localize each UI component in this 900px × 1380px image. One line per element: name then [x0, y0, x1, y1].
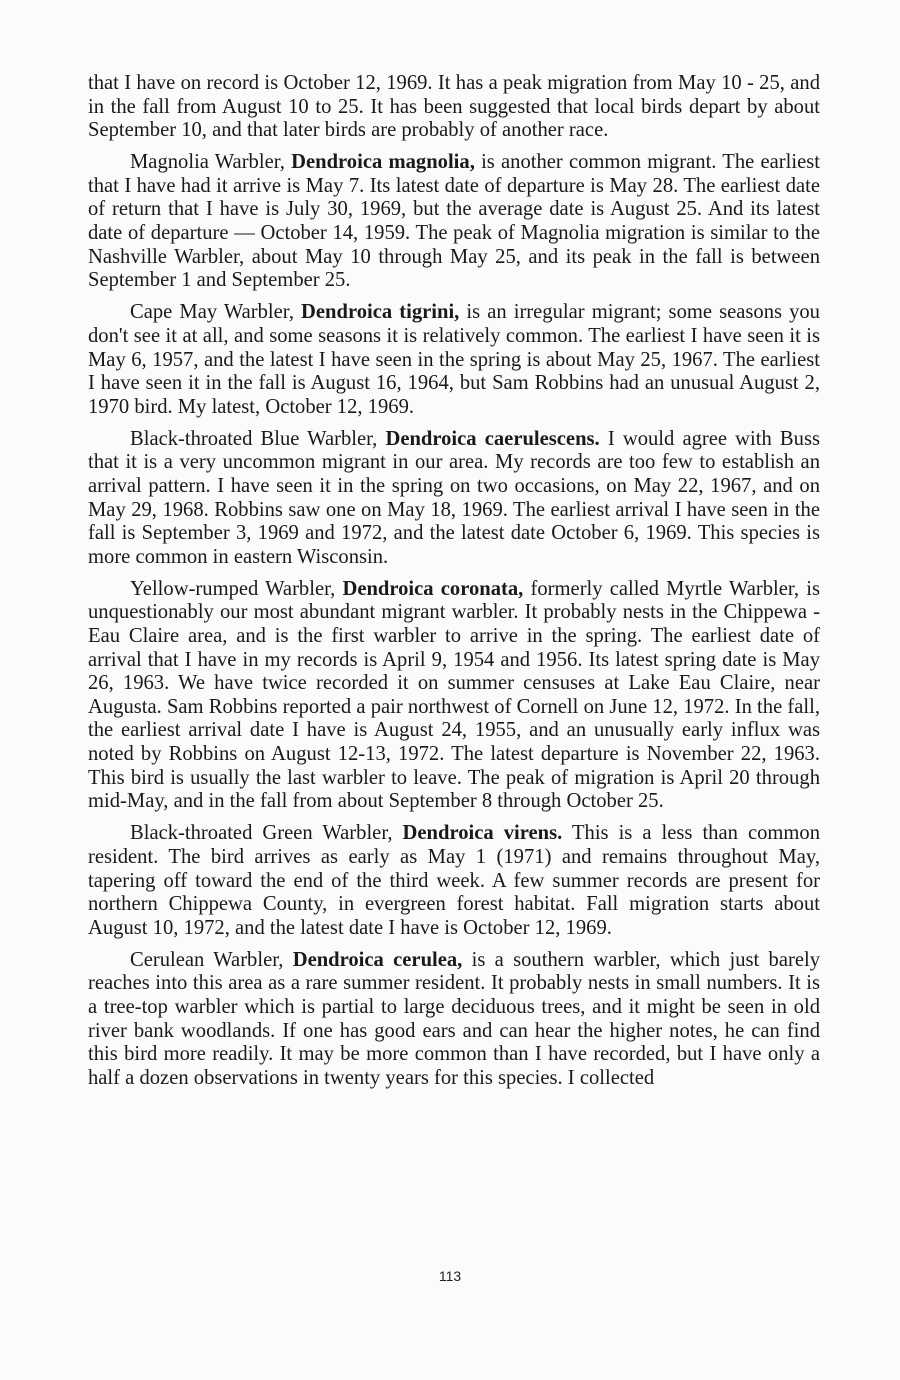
species-name: Dendroica caerulescens.	[385, 427, 600, 450]
paragraph-black-throated-blue-warbler	[88, 428, 820, 570]
paragraph-text: is another common migrant. The earliest that I have had it arrive is May 7. Its latest date of departure is May 28. The earliest date of return that I have is July 30, 1969, but the average date is August 25. And its latest date of departure — October 14, 1959. The peak of Magnolia migration is similar to the Nashville Warbler, about May 10 through May 25, and its peak in the fall is between September 1 and September 25.	[88, 151, 820, 292]
species-name: Dendroica tigrini,	[301, 301, 460, 324]
paragraph-text: that I have on record is October 12, 1969. It has a peak migration from May 10 - 25, and in the fall from August 10 to 25. It has been suggested that local birds depart by about September 10, and that later birds are probably of another race.	[88, 72, 820, 142]
common-name: Black-throated Green Warbler,	[130, 822, 403, 845]
common-name: Cerulean Warbler,	[130, 948, 293, 971]
paragraph-text: is an irregular migrant; some seasons you don't see it at all, and some seasons it is relatively common. The earliest I have seen it is May 6, 1957, and the latest I have seen in the spring is about May 25, 1967. The earliest I have seen it in the fall is August 16, 1964, but Sam Robbins had an unusual August 2, 1970 bird. My latest, October 12, 1969.	[88, 301, 820, 418]
paragraph-magnolia-warbler	[88, 151, 820, 293]
page-number: 113	[438, 1268, 462, 1284]
species-name: Dendroica magnolia,	[291, 151, 475, 174]
body-text	[88, 72, 820, 1099]
species-name: Dendroica virens.	[402, 822, 563, 845]
paragraph-text: is a southern warbler, which just barely reaches into this area as a rare summer resident. It probably nests in small numbers. It is a tree-top warbler which is partial to large deciduous trees, and it might be seen in old river bank woodlands. If one has good ears and can hear the higher notes, he can find this bird more readily. It may be more common than I have recorded, but I have only a half a dozen observations in twenty years for this species. I collected	[88, 948, 821, 1089]
paragraph-text: I would agree with Buss that it is a very uncommon migrant in our area. My records are too few to establish an arrival pattern. I have seen it in the spring on two occasions, on May 22, 1967, and on May 29, 1968. Robbins saw one on May 18, 1969. The earliest arrival I have seen in the fall is September 3, 1969 and 1972, and the latest date October 6, 1969. This species is more common in eastern Wisconsin.	[88, 427, 820, 568]
species-name: Dendroica coronata,	[342, 577, 524, 600]
paragraph-yellow-rumped-warbler	[88, 578, 820, 814]
paragraph-text: formerly called Myrtle Warbler, is unquestionably our most abundant migrant warbler. It probably nests in the Chippewa - Eau Claire area, and is the first warbler to arrive in the spring. The earliest date of arrival that I have in my records is April 9, 1954 and 1956. Its latest spring date is May 26, 1963. We have twice recorded it on summer censuses at Lake Eau Claire, near Augusta. Sam Robbins reported a pair northwest of Cornell on June 12, 1972. In the fall, the earliest arrival date I have is August 24, 1955, and an unusually early influx was noted by Robbins on August 12-13, 1972. The latest departure is November 22, 1963. This bird is usually the last warbler to leave. The peak of migration is April 20 through mid-May, and in the fall from about September 8 through October 25.	[88, 577, 820, 813]
species-name: Dendroica cerulea,	[292, 948, 463, 971]
paragraph-cerulean-warbler	[88, 949, 820, 1091]
common-name: Black-throated Blue Warbler,	[130, 427, 386, 450]
common-name: Yellow-rumped Warbler,	[130, 577, 343, 600]
paragraph-text: This is a less than common resident. The bird arrives as early as May 1 (1971) and remains throughout May, tapering off toward the end of the third week. A few summer records are present for northern Chippewa County, in evergreen forest habitat. Fall migration starts about August 10, 1972, and the latest date I have is October 12, 1969.	[88, 822, 821, 939]
common-name: Cape May Warbler,	[130, 301, 302, 324]
common-name: Magnolia Warbler,	[130, 151, 292, 174]
paragraph-black-throated-green-warbler	[88, 822, 820, 940]
paragraph-continuation	[88, 72, 820, 143]
paragraph-cape-may-warbler	[88, 301, 820, 419]
